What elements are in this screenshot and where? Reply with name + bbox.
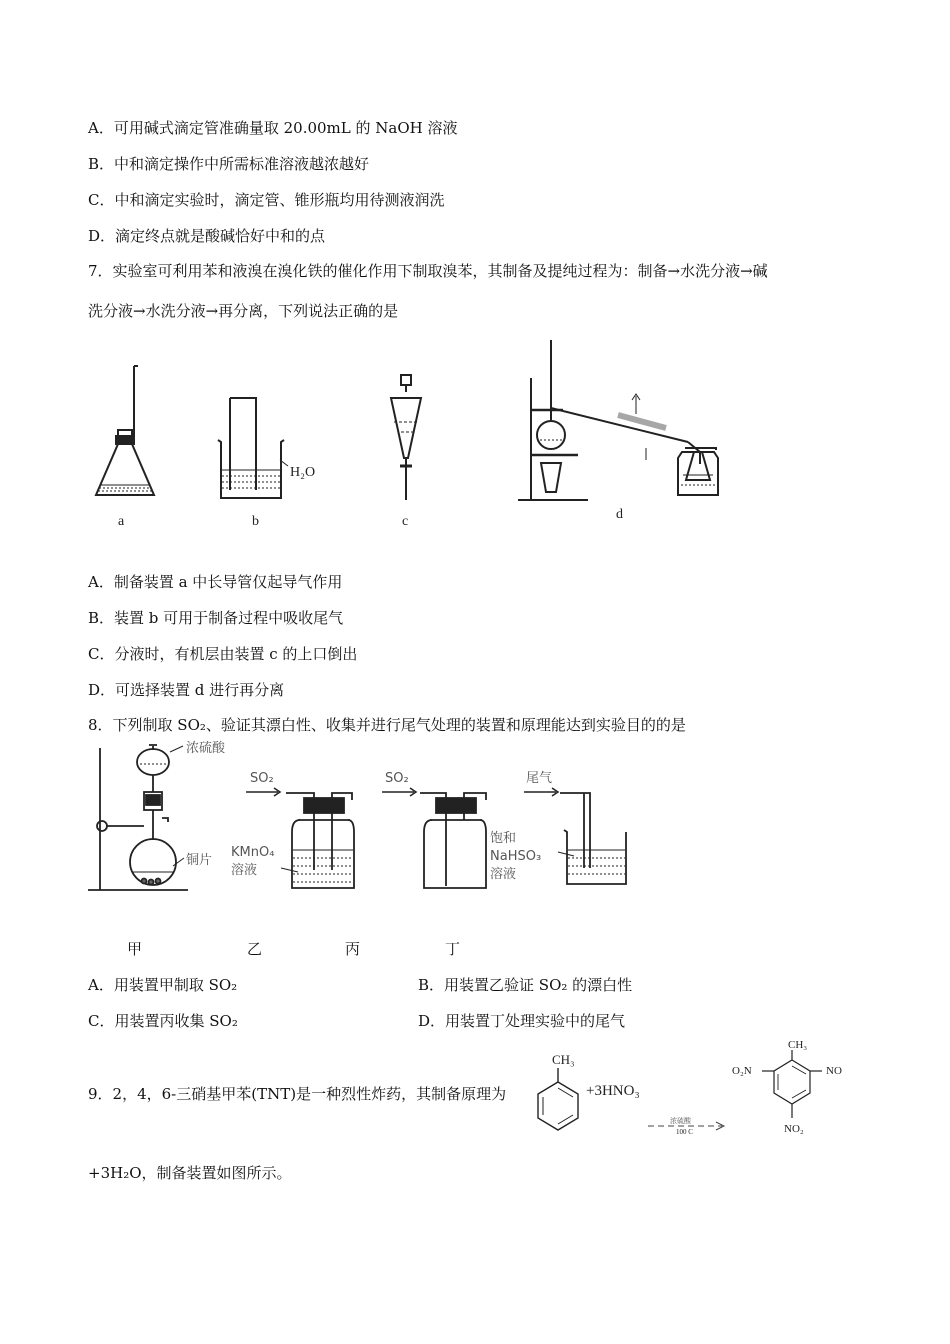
label-nahso3-sol: 溶液 [490,867,517,882]
apparatus-yi [246,788,354,888]
apparatus-ding [524,788,626,884]
toluene-structure [538,1068,578,1130]
label-kmno4-sol: 溶液 [231,863,258,878]
q9-reagent: +3HNO₃ [586,1083,640,1099]
q9-tail: +3H₂O，制备装置如图所示。 [88,1164,292,1182]
apparatus-a [96,366,154,495]
label-c: c [402,514,409,529]
label-tail-gas: 尾气 [526,771,553,786]
label-nahso3: NaHSO₃ [490,849,542,864]
q6-option-a: A．可用碱式滴定管准确量取 20.00mL 的 NaOH 溶液 [88,119,458,137]
q8-option-b: B．用装置乙验证 SO₂ 的漂白性 [418,976,633,994]
tnt-no2-left: O₂N [732,1065,752,1077]
tnt-no2-right: NO [826,1065,842,1077]
q7-apparatus-figure [88,330,768,535]
q6-option-c: C．中和滴定实验时，滴定管、锥形瓶均用待测液润洗 [88,191,445,209]
apparatus-jia [88,745,188,890]
q8-name-bing: 丙 [345,940,361,958]
label-so2-1: SO₂ [250,771,274,786]
toluene-ch3: CH₃ [552,1052,575,1067]
q7-option-a: A．制备装置 a 中长导管仅起导气作用 [88,573,343,591]
q7-option-d: D．可选择装置 d 进行再分离 [88,681,285,699]
apparatus-b [218,398,288,498]
q8-option-a: A．用装置甲制取 SO₂ [88,976,238,994]
q8-option-c: C．用装置丙收集 SO₂ [88,1012,238,1030]
apparatus-bing [382,788,486,888]
tnt-no2-bottom: NO₂ [784,1123,804,1135]
q8-name-jia: 甲 [127,940,143,958]
label-saturated: 饱和 [490,831,517,846]
tnt-structure [762,1050,822,1118]
label-d: d [616,507,623,522]
label-b: b [252,514,259,529]
q7-option-b: B．装置 b 可用于制备过程中吸收尾气 [88,609,344,627]
q9-stem: 9．2，4，6-三硝基甲苯(TNT)是一种烈性炸药，其制备原理为 [88,1085,507,1103]
label-h2o: H₂O [290,465,316,480]
q6-option-d: D．滴定终点就是酸碱恰好中和的点 [88,227,326,245]
condition-acid: 浓硫酸 [670,1117,691,1125]
q9-reaction-figure [530,1040,870,1140]
label-a: a [118,514,125,529]
condition-temp: 100 C [676,1128,693,1136]
q8-stem: 8．下列制取 SO₂、验证其漂白性、收集并进行尾气处理的装置和原理能达到实验目的的是 [88,716,686,734]
label-copper: 铜片 [186,853,213,868]
q8-name-yi: 乙 [247,940,263,958]
apparatus-d [518,340,718,500]
q6-option-b: B．中和滴定操作中所需标准溶液越浓越好 [88,155,370,173]
tnt-ch3: CH₃ [788,1040,808,1051]
label-so2-2: SO₂ [385,771,409,786]
q7-stem-line1: 7．实验室可利用苯和液溴在溴化铁的催化作用下制取溴苯，其制备及提纯过程为：制备→水洗分液→碱 [88,262,768,280]
q8-apparatus-figure [88,740,668,905]
q7-stem-line2: 洗分液→水洗分液→再分离，下列说法正确的是 [88,302,399,320]
q8-option-d: D．用装置丁处理实验中的尾气 [418,1012,626,1030]
apparatus-c [391,375,421,500]
q8-name-ding: 丁 [445,940,461,958]
label-kmno4: KMnO₄ [231,845,275,860]
label-acid: 浓硫酸 [186,741,226,756]
q7-option-c: C．分液时，有机层由装置 c 的上口倒出 [88,645,358,663]
